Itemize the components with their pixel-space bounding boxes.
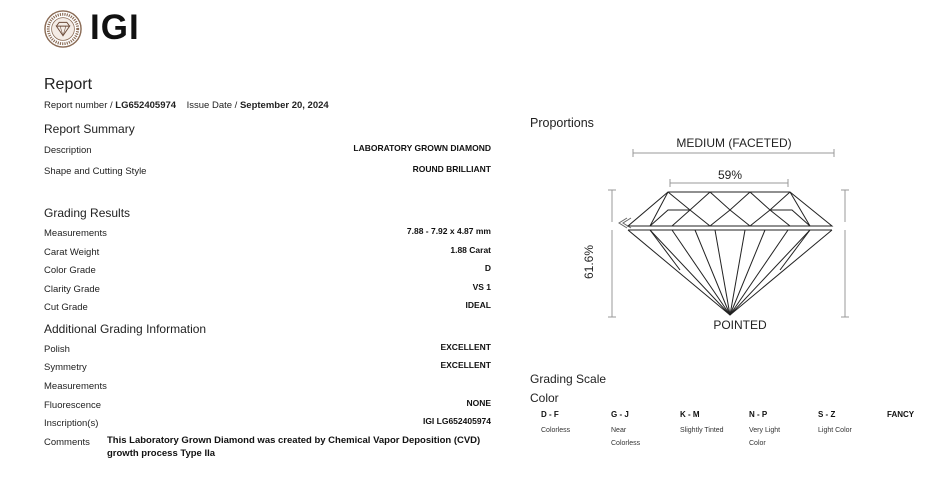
scale-code-d-f: D - F: [541, 410, 559, 419]
carat-weight-value: 1.88 Carat: [450, 245, 491, 255]
cut-grade-label: Cut Grade: [44, 302, 88, 313]
clarity-grade-label: Clarity Grade: [44, 284, 100, 295]
depth-percent: 61.6%: [582, 244, 596, 280]
cut-grade-value: IDEAL: [465, 300, 491, 310]
polish-label: Polish: [44, 344, 70, 355]
scale-code-fancy: FANCY: [887, 410, 915, 419]
inscription-value: IGI LG652405974: [422, 416, 491, 426]
comments-label: Comments: [44, 437, 90, 448]
scale-code-g-j: G - J: [611, 410, 629, 419]
scale-code-n-p: N - P: [749, 410, 768, 419]
carat-weight-label: Carat Weight: [44, 247, 100, 258]
grading-scale-title: Grading Scale: [530, 372, 607, 386]
proportions-title: Proportions: [530, 116, 594, 130]
igi-wordmark: IGI: [90, 8, 140, 47]
description-value: LABORATORY GROWN DIAMOND: [353, 143, 491, 153]
scale-desc-s-z: Light Color: [818, 427, 852, 434]
scale-desc-d-f: Colorless: [541, 427, 571, 434]
shape-label: Shape and Cutting Style: [44, 166, 147, 177]
diamond-proportions-diagram: [582, 130, 870, 335]
additional-info-title: Additional Grading Information: [44, 322, 207, 336]
symmetry-label: Symmetry: [44, 362, 87, 373]
clarity-grade-value: VS 1: [472, 282, 491, 292]
symmetry-value: EXCELLENT: [440, 360, 491, 370]
color-grade-value: D: [484, 263, 491, 273]
girdle-label: MEDIUM (FACETED): [676, 136, 792, 150]
color-grade-label: Color Grade: [44, 265, 96, 276]
inscription-label: Inscription(s): [44, 418, 99, 429]
description-label: Description: [44, 145, 92, 156]
issue-date: September 20, 2024: [239, 100, 329, 111]
report-meta-line: [44, 100, 329, 111]
table-percent: 59%: [717, 168, 743, 182]
polish-value: EXCELLENT: [440, 342, 491, 352]
scale-desc-k-m: Slightly Tinted: [680, 427, 724, 434]
scale-desc-n-p: Very Light Color: [749, 427, 781, 447]
issue-date-label: Issue Date /: [186, 100, 238, 111]
additional-measurements-label: Measurements: [44, 381, 107, 392]
shape-value: ROUND BRILLIANT: [412, 164, 491, 174]
measurements-label: Measurements: [44, 228, 107, 239]
report-number: LG652405974: [115, 100, 177, 111]
fluorescence-value: NONE: [466, 398, 491, 408]
report-summary-title: Report Summary: [44, 122, 135, 136]
comments-value: This Laboratory Grown Diamond was created by Chemical Vapor Deposition (CVD) growth process Type IIa: [107, 435, 481, 459]
color-scale-title: Color: [530, 391, 559, 405]
grading-results-title: Grading Results: [44, 206, 131, 220]
culet-label: POINTED: [713, 318, 767, 332]
measurements-value: 7.88 - 7.92 x 4.87 mm: [406, 226, 491, 236]
scale-code-s-z: S - Z: [818, 410, 836, 419]
report-number-label: Report number /: [44, 100, 113, 111]
fluorescence-label: Fluorescence: [44, 400, 102, 411]
igi-seal-logo: [44, 10, 82, 48]
scale-desc-g-j: Near Colorless: [611, 427, 641, 447]
scale-code-k-m: K - M: [680, 410, 700, 419]
report-title: Report: [44, 76, 93, 93]
